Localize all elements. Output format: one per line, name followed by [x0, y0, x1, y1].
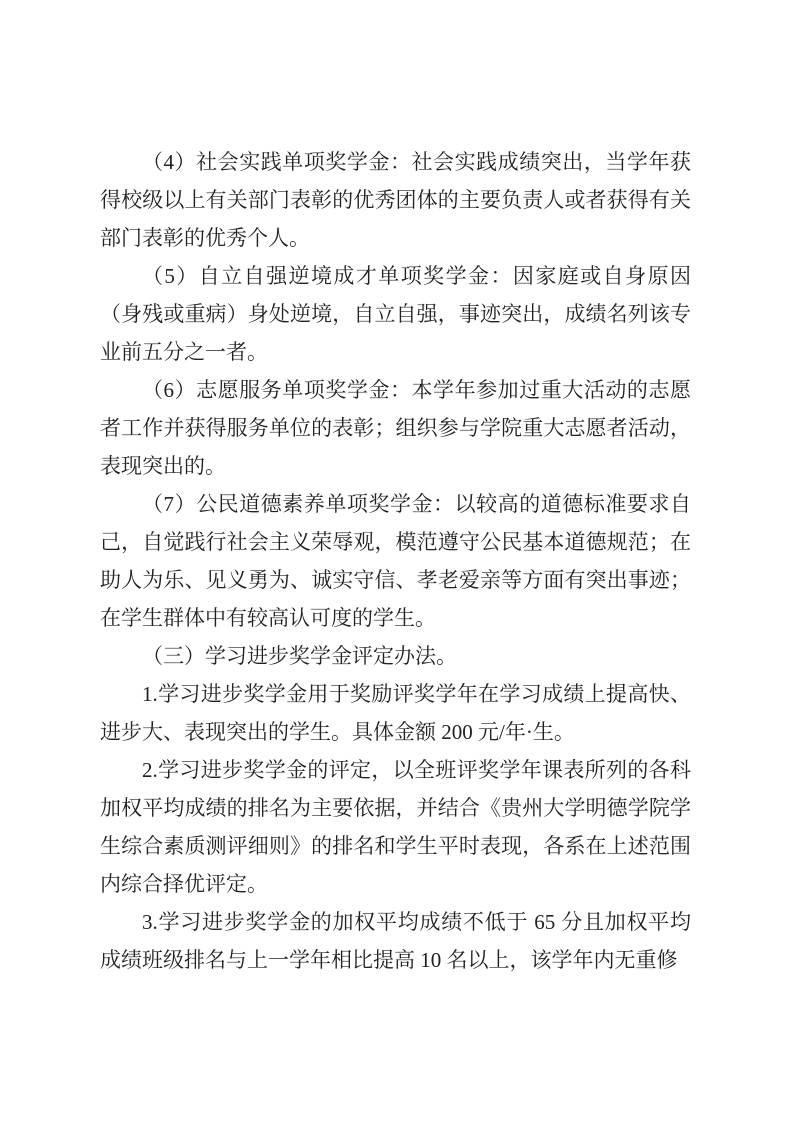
paragraph-social-practice-award: （4）社会实践单项奖学金：社会实践成绩突出，当学年获得校级以上有关部门表彰的优秀团体的主要负责人或者获得有关部门表彰的优秀个人。 [100, 150, 691, 250]
section-heading-progress-scholarship: （三）学习进步奖学金评定办法。 [142, 644, 457, 668]
paragraph-progress-scholarship-item-3: 3.学习进步奖学金的加权平均成绩不低于 65 分且加权平均成绩班级排名与上一学年相比提高 10 名以上，该学年内无重修 [100, 910, 691, 972]
paragraph-self-reliance-award: （5）自立自强逆境成才单项奖学金：因家庭或自身原因（身残或重病）身处逆境，自立自强，事迹突出，成绩名列该专业前五分之一者。 [100, 264, 691, 364]
paragraph-progress-scholarship-item-2: 2.学习进步奖学金的评定，以全班评奖学年课表所列的各科加权平均成绩的排名为主要依据，并结合《贵州大学明德学院学生综合素质测评细则》的排名和学生平时表现，各系在上述范围内综合择优评定。 [100, 758, 691, 896]
paragraph-volunteer-service-award: （6）志愿服务单项奖学金：本学年参加过重大活动的志愿者工作并获得服务单位的表彰；组织参与学院重大志愿者活动，表现突出的。 [100, 378, 691, 478]
document-body [100, 143, 691, 979]
paragraph-civic-morality-award: （7）公民道德素养单项奖学金：以较高的道德标准要求自己，自觉践行社会主义荣辱观，模范遵守公民基本道德规范；在助人为乐、见义勇为、诚实守信、孝老爱亲等方面有突出事迹；在学生群体中有较高认可度的学生。 [100, 492, 691, 630]
paragraph-progress-scholarship-item-1: 1.学习进步奖学金用于奖励评奖学年在学习成绩上提高快、进步大、表现突出的学生。具体金额 200 元/年·生。 [100, 682, 691, 744]
